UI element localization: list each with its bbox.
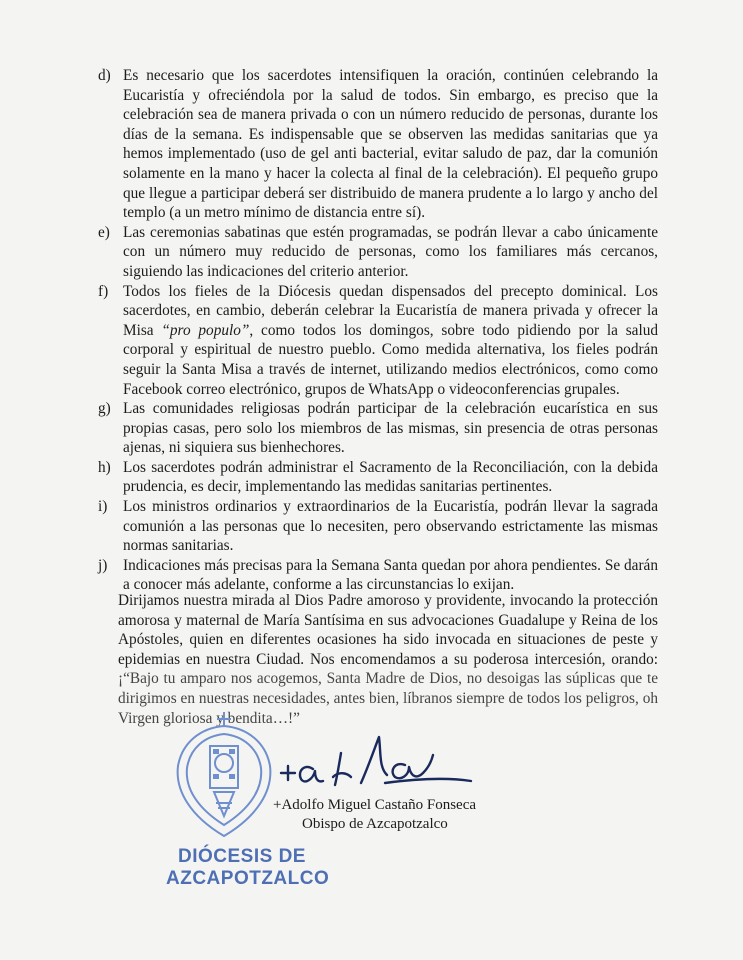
item-text: Los sacerdotes podrán administrar el Sacramento de la Reconciliación, con la debida prudencia, es decir, implementando las medidas sanitarias pertinentes. xyxy=(123,458,658,496)
measures-list xyxy=(98,66,658,595)
list-item xyxy=(98,223,658,282)
prayer-text: ¡“Bajo tu amparo nos acogemos, Santa Madre de Dios, no desoigas las súplicas que te dirigimos en nuestras necesidades, antes bien, líbranos siempre de todos los peligros, oh Virgen gloriosa y bendita…!” xyxy=(118,670,658,727)
item-text: Las comunidades religiosas podrán participar de la celebración eucarística en sus propias casas, pero solo los miembros de las mismas, sin presencia de otras personas ajenas, ni siquiera sus bienhechores. xyxy=(123,400,658,457)
item-letter: g) xyxy=(98,400,111,418)
item-text: Indicaciones más precisas para la Semana Santa quedan por ahora pendientes. Se darán a conocer más adelante, conforme a las circunstancias lo exijan. xyxy=(123,556,658,594)
item-letter: h) xyxy=(98,458,111,476)
diocese-brand-line2: AZCAPOTZALCO xyxy=(166,868,330,889)
item-letter: j) xyxy=(98,556,108,574)
item-text: Los ministros ordinarios y extraordinarios de la Eucaristía, podrán llevar la sagrada comunión a las personas que lo necesiten, pero observando estrictamente las mismas normas sanitarias. xyxy=(123,498,658,555)
list-item xyxy=(98,497,658,556)
signer-title: Obispo de Azcapotzalco xyxy=(302,816,448,832)
signer-name: +Adolfo Miguel Castaño Fonseca xyxy=(273,797,477,813)
item-text: Las ceremonias sabatinas que estén programadas, se podrán llevar a cabo únicamente con un número muy reducido de personas, como los familiares más cercanos, siguiendo las indicaciones del criterio anterior. xyxy=(123,223,658,280)
item-letter: i) xyxy=(98,498,108,516)
list-item xyxy=(98,282,658,400)
list-item xyxy=(98,399,658,458)
diocese-seal-icon xyxy=(170,708,278,843)
list-item xyxy=(98,458,658,497)
item-text-italic: “pro populo” xyxy=(161,321,250,339)
item-letter: d) xyxy=(98,67,111,84)
item-letter: e) xyxy=(98,223,110,241)
item-text xyxy=(123,282,658,400)
list-item xyxy=(98,556,658,595)
list-item xyxy=(98,66,658,223)
item-letter: f) xyxy=(98,282,109,300)
item-text: Es necesario que los sacerdotes intensifiquen la oración, continúen celebrando la Eucaristía y ofreciéndola por la salud de todos. Sin embargo, es preciso que la celebración sea de manera privada o con un número reducido de personas, durante los días de la semana. Es indispensable que se observen las medidas sanitarias que ya hemos implementado (uso de gel anti bacterial, evitar saludo de paz, dar la comunión solamente en la mano y hacer la colecta al final de la celebración). El pequeño grupo que llegue a participar deberá ser distribuido de manera prudente a lo largo y ancho del templo (a un metro mínimo de distancia entre sí). xyxy=(123,67,658,222)
item-text-part: , como todos los domingos, sobre todo pidiendo por la salud corporal y espiritual de nuestro pueblo. Como medida alternativa, los fieles podrán seguir la Santa Misa a través de internet, utilizando medios electrónicos, como como Facebook correo electrónico, grupos de WhatsApp o videoconferencias grupales. xyxy=(123,321,658,398)
closing-text: Dirijamos nuestra mirada al Dios Padre amoroso y providente, invocando la protección amorosa y maternal de María Santísima en sus advocaciones Guadalupe y Reina de los Apóstoles, quien en diferentes ocasiones ha sido invocada en situaciones de peste y epidemias en nuestra Ciudad. Nos encomendamos a su poderosa intercesión, orando: xyxy=(118,592,658,668)
handwritten-signature xyxy=(275,725,475,795)
item-text-part: Todos los fieles de la Diócesis quedan dispensados del precepto dominical. Los sacerdotes, en cambio, deberán celebrar la Eucaristía de manera privada y ofrecer la Misa xyxy=(123,282,658,339)
diocese-brand-line1: DIÓCESIS DE xyxy=(178,846,306,867)
